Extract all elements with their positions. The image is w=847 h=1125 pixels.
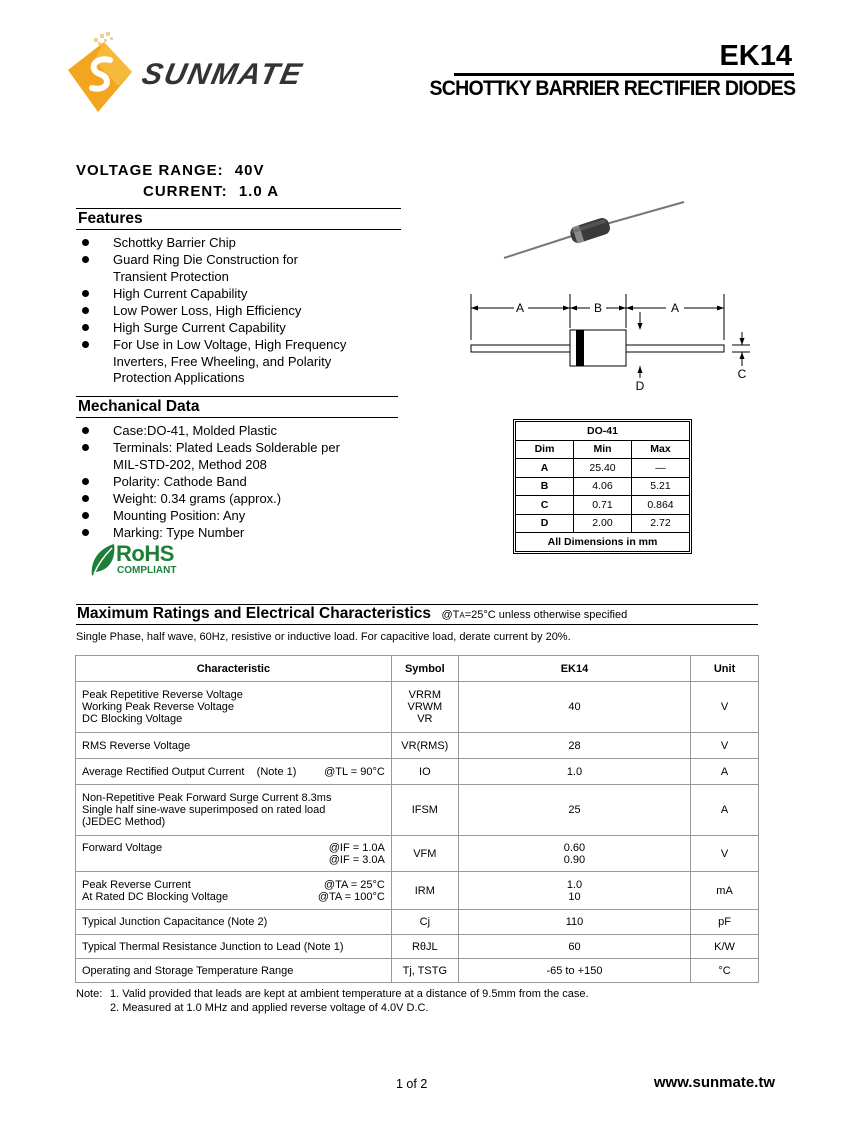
dim-header-max: Max bbox=[632, 440, 690, 459]
unit-cell: K/W bbox=[691, 935, 759, 959]
dim-cell: 25.40 bbox=[574, 459, 632, 478]
dim-label-b: B bbox=[593, 301, 603, 315]
list-item bbox=[76, 423, 406, 440]
dim-label-a-right: A bbox=[670, 301, 680, 315]
value-cell bbox=[458, 836, 690, 872]
list-item-text: Transient Protection bbox=[113, 268, 229, 284]
symbol-cell bbox=[391, 935, 458, 959]
dim-row bbox=[516, 459, 690, 478]
list-item bbox=[76, 320, 406, 337]
table-row bbox=[76, 910, 759, 935]
value-cell bbox=[458, 733, 690, 759]
symbol-text: VR(RMS) bbox=[401, 739, 449, 752]
table-row bbox=[76, 935, 759, 959]
leaf-icon bbox=[88, 542, 118, 578]
bullet-icon bbox=[82, 512, 89, 519]
list-item-text: Protection Applications bbox=[113, 370, 245, 386]
value-text: 25 bbox=[568, 804, 581, 816]
characteristic-text: Average Rectified Output Current (Note 1) bbox=[82, 765, 297, 778]
page-number: 1 of 2 bbox=[396, 1077, 428, 1091]
logo-graphic bbox=[64, 30, 334, 114]
dim-table-title: DO-41 bbox=[516, 422, 690, 441]
list-item bbox=[76, 252, 406, 285]
dim-cell: — bbox=[632, 459, 690, 478]
list-item-text: Inverters, Free Wheeling, and Polarity bbox=[113, 353, 332, 369]
unit-cell: A bbox=[691, 785, 759, 836]
list-item bbox=[76, 508, 406, 525]
table-row bbox=[76, 785, 759, 836]
list-item bbox=[76, 474, 406, 491]
list-item-text: High Surge Current Capability bbox=[113, 319, 286, 335]
characteristic-cell bbox=[76, 785, 392, 836]
ratings-title: Maximum Ratings and Electrical Characteristics bbox=[77, 605, 432, 622]
value-text: -65 to +150 bbox=[546, 964, 603, 977]
ratings-condition-sub: A bbox=[459, 611, 465, 620]
list-item bbox=[76, 525, 406, 542]
dim-cell: 2.00 bbox=[574, 514, 632, 533]
value-cell bbox=[458, 872, 690, 910]
dim-label-d: D bbox=[635, 379, 645, 393]
ratings-header-row bbox=[76, 656, 759, 682]
condition-text: @TA = 25°C bbox=[323, 878, 385, 891]
dim-cell: A bbox=[516, 459, 574, 478]
unit-cell: pF bbox=[691, 910, 759, 935]
condition-text: @TL = 90°C bbox=[324, 765, 385, 778]
features-list bbox=[76, 235, 406, 387]
voltage-range bbox=[76, 162, 264, 179]
unit-cell: mA bbox=[691, 872, 759, 910]
list-item-text: Marking: Type Number bbox=[113, 525, 245, 541]
dim-label-a-left: A bbox=[515, 301, 525, 315]
value-cell bbox=[458, 682, 690, 733]
header-part: EK14 bbox=[458, 656, 690, 682]
symbol-cell bbox=[391, 682, 458, 733]
characteristic-cell bbox=[76, 872, 392, 910]
dim-cell: D bbox=[516, 514, 574, 533]
unit-cell: °C bbox=[691, 959, 759, 983]
unit-cell: A bbox=[691, 759, 759, 785]
list-item bbox=[76, 235, 406, 252]
bullet-icon bbox=[82, 256, 89, 263]
value-text: 1.0 bbox=[566, 878, 583, 891]
condition-text: @IF = 3.0A bbox=[328, 853, 385, 866]
header-rule bbox=[454, 73, 794, 76]
list-item-text: Mounting Position: Any bbox=[113, 507, 246, 523]
part-number: EK14 bbox=[719, 40, 792, 72]
symbol-text: VFM bbox=[413, 847, 437, 860]
brand-logo bbox=[64, 30, 334, 114]
ratings-heading-row bbox=[77, 605, 627, 623]
dim-header-min: Min bbox=[574, 440, 632, 459]
dim-cell: 5.21 bbox=[632, 477, 690, 496]
mechanical-top-rule bbox=[76, 396, 398, 397]
mechanical-list bbox=[76, 423, 406, 542]
value-text: 60 bbox=[568, 940, 581, 953]
value-text: 10 bbox=[568, 890, 581, 903]
bullet-icon bbox=[82, 495, 89, 502]
features-heading: Features bbox=[78, 210, 143, 227]
characteristic-text: RMS Reverse Voltage bbox=[82, 739, 191, 752]
list-item-text: For Use in Low Voltage, High Frequency bbox=[113, 337, 347, 353]
list-item-text: Schottky Barrier Chip bbox=[113, 235, 236, 250]
value-text: 110 bbox=[565, 916, 584, 928]
features-bottom-rule bbox=[76, 229, 401, 230]
list-item-text: Polarity: Cathode Band bbox=[113, 473, 247, 489]
value-cell bbox=[458, 910, 690, 935]
dim-row bbox=[516, 496, 690, 515]
characteristic-cell bbox=[76, 682, 392, 733]
dim-header-dim: Dim bbox=[516, 440, 574, 459]
header-unit: Unit bbox=[691, 656, 759, 682]
symbol-text: IO bbox=[419, 765, 431, 778]
characteristic-text: Non-Repetitive Peak Forward Surge Current 8.3ms bbox=[82, 792, 332, 804]
value-text: 0.90 bbox=[563, 853, 586, 866]
value-text: 28 bbox=[568, 739, 581, 752]
diode-photo bbox=[500, 198, 690, 264]
characteristic-text: Operating and Storage Temperature Range bbox=[82, 964, 294, 977]
value-cell bbox=[458, 759, 690, 785]
bullet-icon bbox=[82, 307, 89, 314]
characteristic-cell bbox=[76, 910, 392, 935]
table-row bbox=[76, 959, 759, 983]
footer-url[interactable]: www.sunmate.tw bbox=[653, 1074, 775, 1091]
ratings-condition-prefix: @T bbox=[441, 609, 460, 621]
symbol-cell bbox=[391, 959, 458, 983]
symbol-text: RθJL bbox=[411, 940, 438, 953]
bullet-icon bbox=[82, 427, 89, 434]
dimension-diagram bbox=[466, 290, 756, 395]
ratings-condition-rest: =25°C unless otherwise specified bbox=[464, 609, 628, 621]
table-row bbox=[76, 759, 759, 785]
characteristic-cell bbox=[76, 733, 392, 759]
unit-cell: V bbox=[691, 836, 759, 872]
table-row bbox=[76, 733, 759, 759]
symbol-text: Cj bbox=[419, 916, 431, 928]
bullet-icon bbox=[82, 341, 89, 348]
features-top-rule bbox=[76, 208, 401, 209]
characteristic-text: At Rated DC Blocking Voltage bbox=[82, 890, 229, 903]
header-symbol: Symbol bbox=[391, 656, 458, 682]
dimension-table bbox=[515, 421, 690, 552]
list-item bbox=[76, 440, 406, 473]
characteristic-text: (JEDEC Method) bbox=[82, 816, 166, 828]
mechanical-bottom-rule bbox=[76, 417, 398, 418]
list-item-text: Terminals: Plated Leads Solderable per bbox=[113, 440, 340, 456]
current-rating bbox=[143, 183, 279, 200]
characteristic-text: Forward Voltage bbox=[82, 841, 163, 854]
symbol-cell bbox=[391, 733, 458, 759]
list-item-text: Case:DO-41, Molded Plastic bbox=[113, 423, 278, 438]
table-row bbox=[76, 872, 759, 910]
bullet-icon bbox=[82, 478, 89, 485]
symbol-cell bbox=[391, 759, 458, 785]
header-characteristic: Characteristic bbox=[76, 656, 392, 682]
list-item-text: MIL-STD-202, Method 208 bbox=[113, 456, 267, 472]
dim-row bbox=[516, 514, 690, 533]
rohs-compliant-text: COMPLIANT bbox=[117, 565, 177, 576]
dim-table-footer: All Dimensions in mm bbox=[516, 533, 690, 552]
characteristic-cell bbox=[76, 959, 392, 983]
symbol-cell bbox=[391, 836, 458, 872]
characteristic-text: Working Peak Reverse Voltage bbox=[82, 701, 235, 713]
table-row bbox=[76, 682, 759, 733]
characteristic-cell bbox=[76, 759, 392, 785]
bullet-icon bbox=[82, 324, 89, 331]
unit-cell: V bbox=[691, 733, 759, 759]
current-value: 1.0 A bbox=[238, 183, 280, 200]
bullet-icon bbox=[82, 239, 89, 246]
table-row bbox=[76, 836, 759, 872]
dim-cell: 2.72 bbox=[632, 514, 690, 533]
list-item bbox=[76, 337, 406, 387]
voltage-label: VOLTAGE RANGE: bbox=[76, 162, 224, 179]
list-item-text: Low Power Loss, High Efficiency bbox=[113, 302, 302, 318]
list-item-text: Weight: 0.34 grams (approx.) bbox=[113, 490, 282, 506]
characteristic-cell bbox=[76, 836, 392, 872]
ratings-table bbox=[75, 655, 759, 983]
dimension-table-frame bbox=[513, 419, 692, 554]
dim-cell: 0.864 bbox=[632, 496, 690, 515]
dim-cell: C bbox=[516, 496, 574, 515]
symbol-cell bbox=[391, 910, 458, 935]
symbol-text: Tj, TSTG bbox=[402, 964, 448, 977]
list-item-text: Guard Ring Die Construction for bbox=[113, 252, 298, 268]
dim-cell: 0.71 bbox=[574, 496, 632, 515]
symbol-cell bbox=[391, 872, 458, 910]
condition-text: @TA = 100°C bbox=[317, 890, 385, 903]
characteristic-text: DC Blocking Voltage bbox=[82, 713, 183, 725]
characteristic-text: Peak Reverse Current bbox=[82, 878, 191, 891]
characteristic-text: Single half sine-wave superimposed on rated load bbox=[82, 804, 326, 816]
notes-label: Note: bbox=[76, 988, 103, 1000]
value-text: 40 bbox=[568, 701, 581, 713]
characteristic-cell bbox=[76, 935, 392, 959]
characteristic-text: Peak Repetitive Reverse Voltage bbox=[82, 689, 243, 701]
ratings-bottom-rule bbox=[76, 624, 758, 625]
symbol-text: VRRM bbox=[408, 689, 442, 701]
mechanical-heading: Mechanical Data bbox=[78, 398, 200, 415]
symbol-cell bbox=[391, 785, 458, 836]
ratings-condition bbox=[442, 609, 628, 621]
product-subtitle: SCHOTTKY BARRIER RECTIFIER DIODES bbox=[429, 77, 795, 100]
bullet-icon bbox=[82, 444, 89, 451]
symbol-text: VRWM bbox=[407, 701, 443, 713]
note-2: 2. Measured at 1.0 MHz and applied reverse voltage of 4.0V D.C. bbox=[110, 1002, 429, 1014]
value-text: 0.60 bbox=[563, 841, 586, 854]
value-text: 1.0 bbox=[566, 765, 583, 778]
characteristic-text: Typical Junction Capacitance (Note 2) bbox=[82, 916, 268, 928]
value-cell bbox=[458, 935, 690, 959]
rohs-badge bbox=[88, 542, 198, 580]
voltage-value: 40V bbox=[234, 162, 265, 179]
dim-cell: 4.06 bbox=[574, 477, 632, 496]
dim-label-c: C bbox=[737, 367, 747, 381]
list-item bbox=[76, 286, 406, 303]
list-item-text: High Current Capability bbox=[113, 285, 248, 301]
bullet-icon bbox=[82, 290, 89, 297]
bullet-icon bbox=[82, 529, 89, 536]
list-item bbox=[76, 303, 406, 320]
dim-row bbox=[516, 477, 690, 496]
characteristic-text: Typical Thermal Resistance Junction to Lead (Note 1) bbox=[82, 940, 344, 953]
symbol-text: IRM bbox=[414, 884, 435, 897]
unit-cell: V bbox=[691, 682, 759, 733]
value-cell bbox=[458, 959, 690, 983]
value-cell bbox=[458, 785, 690, 836]
dim-cell: B bbox=[516, 477, 574, 496]
rohs-text: RoHS bbox=[116, 541, 174, 566]
brand-wordmark: SUNMATE bbox=[139, 58, 307, 91]
ratings-intro: Single Phase, half wave, 60Hz, resistive or inductive load. For capacitive load, derate current by 20%. bbox=[76, 631, 571, 643]
note-1: 1. Valid provided that leads are kept at ambient temperature at a distance of 9.5mm from the case. bbox=[110, 988, 589, 1000]
list-item bbox=[76, 491, 406, 508]
current-label: CURRENT: bbox=[143, 183, 228, 200]
condition-text: @IF = 1.0A bbox=[328, 841, 385, 854]
symbol-text: VR bbox=[417, 713, 433, 725]
symbol-text: IFSM bbox=[411, 804, 438, 816]
